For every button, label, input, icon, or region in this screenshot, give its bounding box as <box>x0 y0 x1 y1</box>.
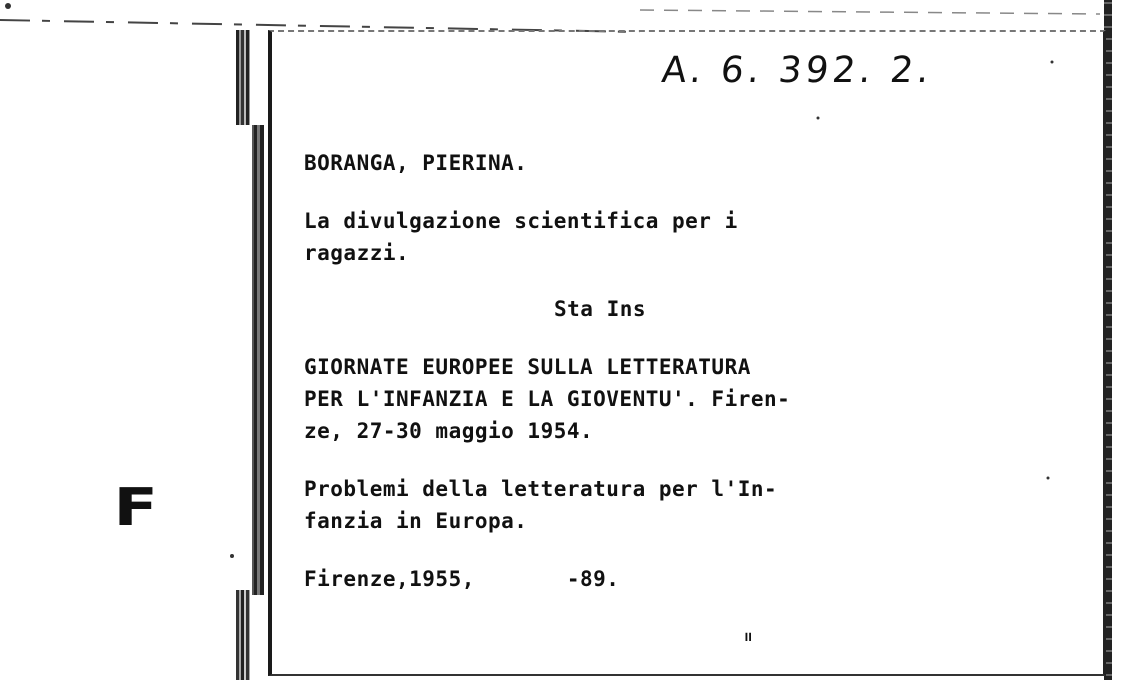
series-title-line-2: fanzia in Europa. <box>304 509 528 533</box>
card-binding-strip-bottom <box>236 590 250 680</box>
section-label: Sta Ins <box>554 297 647 321</box>
series-title-line-1: Problemi della letteratura per l'In- <box>304 477 778 501</box>
conference-line-3: ze, 27-30 maggio 1954. <box>304 419 594 443</box>
title-line-2: ragazzi. <box>304 241 410 265</box>
card-binding-strip-middle <box>248 125 264 595</box>
card-binding-strip-top <box>236 30 250 125</box>
side-letter-mark: F <box>113 478 158 538</box>
bottom-mark: = <box>739 632 758 642</box>
call-number: A. 6. 392. 2. <box>659 50 935 91</box>
author-heading: BORANGA, PIERINA. <box>304 151 528 175</box>
conference-line-2: PER L'INFANZIA E LA GIOVENTU'. Firen- <box>304 387 791 411</box>
conference-line-1: GIORNATE EUROPEE SULLA LETTERATURA <box>304 355 751 379</box>
title-line-1: La divulgazione scientifica per i <box>304 209 738 233</box>
imprint: Firenze,1955, -89. <box>304 567 620 591</box>
